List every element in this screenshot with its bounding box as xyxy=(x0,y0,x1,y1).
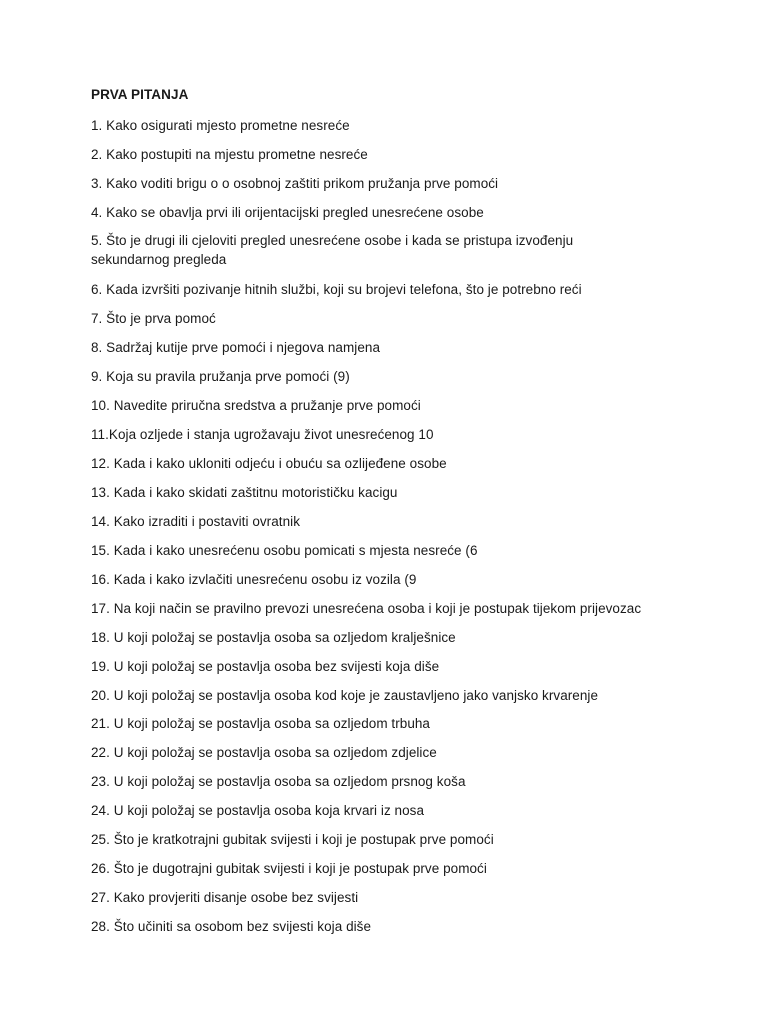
question-item-13: 13. Kada i kako skidati zaštitnu motorističku kacigu xyxy=(91,485,398,500)
question-item-8: 8. Sadržaj kutije prve pomoći i njegova namjena xyxy=(91,340,381,355)
question-item-27: 27. Kako provjeriti disanje osobe bez svijesti xyxy=(91,890,359,905)
question-item-6: 6. Kada izvršiti pozivanje hitnih službi, koji su brojevi telefona, što je potrebno reći xyxy=(91,282,582,297)
question-item-19: 19. U koji položaj se postavlja osoba bez svijesti koja diše xyxy=(91,659,440,674)
question-item-18: 18. U koji položaj se postavlja osoba sa ozljedom kralješnice xyxy=(91,630,456,645)
question-item-26: 26. Što je dugotrajni gubitak svijesti i koji je postupak prve pomoći xyxy=(91,861,487,876)
document-title: PRVA PITANJA xyxy=(91,87,189,102)
question-item-12: 12. Kada i kako ukloniti odjeću i obuću sa ozlijeđene osobe xyxy=(91,456,447,471)
question-item-7: 7. Što je prva pomoć xyxy=(91,311,216,326)
question-item-5: 5. Što je drugi ili cjeloviti pregled unesrećene osobe i kada se pristupa izvođenju sekundarnog pregleda xyxy=(91,233,574,267)
question-item-4: 4. Kako se obavlja prvi ili orijentacijski pregled unesrećene osobe xyxy=(91,205,484,220)
question-item-23: 23. U koji položaj se postavlja osoba sa ozljedom prsnog koša xyxy=(91,774,466,789)
question-item-28: 28. Što učiniti sa osobom bez svijesti koja diše xyxy=(91,919,372,934)
question-item-3: 3. Kako voditi brigu o o osobnoj zaštiti prikom pružanja prve pomoći xyxy=(91,176,499,191)
question-item-17: 17. Na koji način se pravilno prevozi unesrećena osoba i koji je postupak tijekom prijevozac xyxy=(91,601,642,616)
question-item-10: 10. Navedite priručna sredstva a pružanje prve pomoći xyxy=(91,398,421,413)
question-item-16: 16. Kada i kako izvlačiti unesrećenu osobu iz vozila (9 xyxy=(91,572,417,587)
question-item-24: 24. U koji položaj se postavlja osoba koja krvari iz nosa xyxy=(91,803,425,818)
question-item-9: 9. Koja su pravila pružanja prve pomoći (9) xyxy=(91,369,350,384)
question-item-25: 25. Što je kratkotrajni gubitak svijesti i koji je postupak prve pomoći xyxy=(91,832,494,847)
question-item-21: 21. U koji položaj se postavlja osoba sa ozljedom trbuha xyxy=(91,716,430,731)
question-item-2: 2. Kako postupiti na mjestu prometne nesreće xyxy=(91,147,368,162)
question-item-1: 1. Kako osigurati mjesto prometne nesreće xyxy=(91,118,350,133)
question-item-20: 20. U koji položaj se postavlja osoba kod koje je zaustavljeno jako vanjsko krvarenje xyxy=(91,688,599,703)
question-item-15: 15. Kada i kako unesrećenu osobu pomicati s mjesta nesreće (6 xyxy=(91,543,478,558)
question-item-14: 14. Kako izraditi i postaviti ovratnik xyxy=(91,514,300,529)
question-item-22: 22. U koji položaj se postavlja osoba sa ozljedom zdjelice xyxy=(91,745,437,760)
question-item-11: 11.Koja ozljede i stanja ugrožavaju život unesrećenog 10 xyxy=(91,427,434,442)
